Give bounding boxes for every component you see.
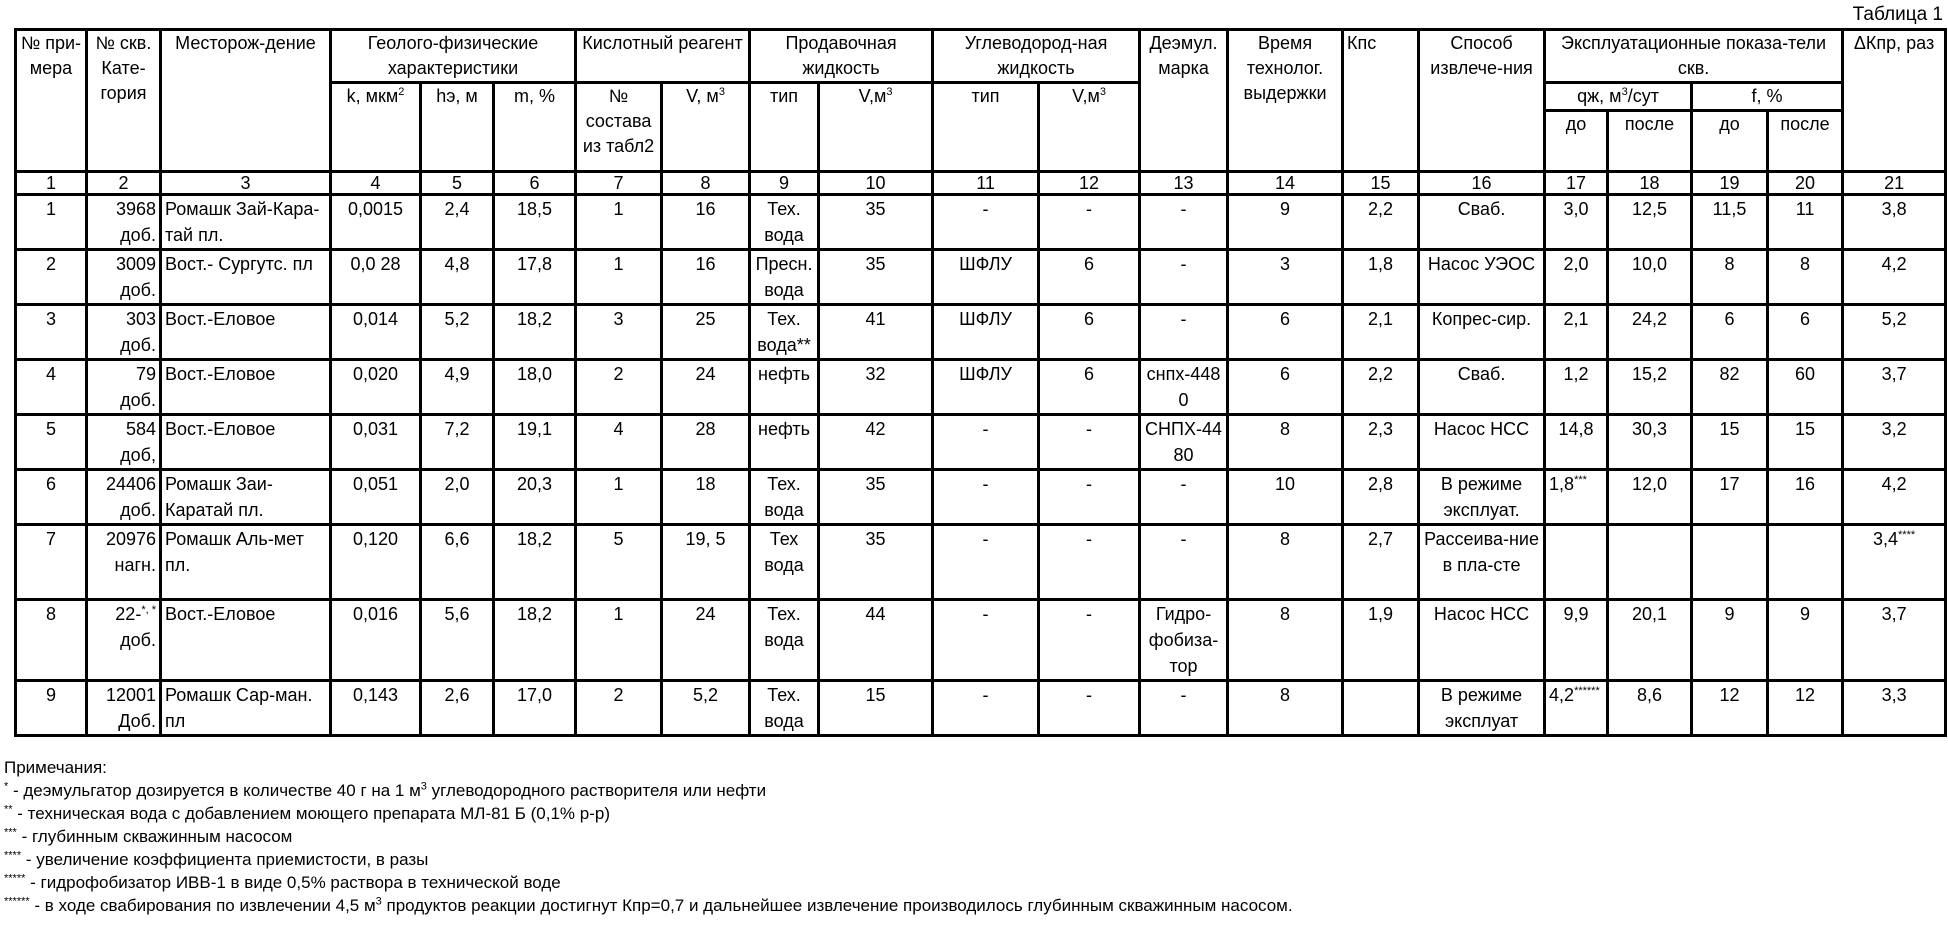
well-category: доб. xyxy=(91,497,156,523)
header-f-after: после xyxy=(1768,111,1843,172)
cell-push-v: 35 xyxy=(819,470,933,525)
cell-f-before: 17 xyxy=(1692,470,1768,525)
note-text: - деэмульгатор дозируется в количестве 40 г на 1 м xyxy=(8,781,421,800)
table-row xyxy=(16,415,1946,470)
cell-acid-v: 5,2 xyxy=(662,681,750,736)
cell-example-no: 4 xyxy=(16,360,87,415)
cell-field: Ромашк Зай-Кара-тай пл. xyxy=(161,195,331,250)
cell-method: В режиме эксплуат. xyxy=(1419,470,1545,525)
cell-m: 19,1 xyxy=(494,415,576,470)
column-number: 1 xyxy=(16,172,87,195)
cell-example-no: 7 xyxy=(16,525,87,600)
well-category: доб. xyxy=(91,222,156,248)
cell-push-type: нефть xyxy=(750,360,819,415)
column-number: 3 xyxy=(161,172,331,195)
cell-demulsifier: - xyxy=(1140,250,1228,305)
column-number: 6 xyxy=(494,172,576,195)
footnote-mark: ****** xyxy=(1574,685,1600,697)
note-text: - в ходе свабирования по извлечении 4,5 м xyxy=(30,896,376,915)
cell-m: 17,0 xyxy=(494,681,576,736)
note-item xyxy=(4,848,1293,871)
column-number: 18 xyxy=(1608,172,1692,195)
header-acid-no: № состава из табл2 xyxy=(576,83,662,172)
column-number: 2 xyxy=(87,172,161,195)
cell-kps: 2,2 xyxy=(1343,360,1419,415)
column-number: 11 xyxy=(933,172,1039,195)
cell-acid-v: 24 xyxy=(662,360,750,415)
header-hc-type: тип xyxy=(933,83,1039,172)
cell-f-after: 16 xyxy=(1768,470,1843,525)
cell-example-no: 3 xyxy=(16,305,87,360)
cell-acid-v: 19, 5 xyxy=(662,525,750,600)
cell-acid-no: 1 xyxy=(576,470,662,525)
table-row xyxy=(16,195,1946,250)
cell-q-before: 2,0 xyxy=(1545,250,1608,305)
header-f-before: до xyxy=(1692,111,1768,172)
cell-dk: 3,7 xyxy=(1843,600,1946,681)
column-number: 13 xyxy=(1140,172,1228,195)
cell-method: Насос УЭОС xyxy=(1419,250,1545,305)
cell-push-v: 32 xyxy=(819,360,933,415)
cell-push-type: Тех. вода xyxy=(750,195,819,250)
cell-hc-type: - xyxy=(933,470,1039,525)
header-m: m, % xyxy=(494,83,576,172)
cell-f-after: 6 xyxy=(1768,305,1843,360)
cell-dk: 3,8 xyxy=(1843,195,1946,250)
cell-method: Насос НСС xyxy=(1419,415,1545,470)
cell-method: Насос НСС xyxy=(1419,600,1545,681)
well-number: 22-*, * xyxy=(91,601,156,627)
well-number: 584 xyxy=(91,416,156,442)
note-item xyxy=(4,871,1293,894)
cell-hc-v: - xyxy=(1039,525,1140,600)
column-number: 12 xyxy=(1039,172,1140,195)
footnote-mark: *, * xyxy=(141,604,156,616)
cell-demulsifier: - xyxy=(1140,525,1228,600)
cell-field: Вост.- Сургутс. пл xyxy=(161,250,331,305)
cell-acid-v: 25 xyxy=(662,305,750,360)
cell-h: 5,6 xyxy=(421,600,494,681)
cell-k: 0,0 28 xyxy=(331,250,421,305)
cell-f-after: 12 xyxy=(1768,681,1843,736)
header-f-group: f, % xyxy=(1692,83,1843,111)
well-number: 3009 xyxy=(91,251,156,277)
header-kps: Кпс xyxy=(1343,30,1419,172)
cell-q-before: 1,8*** xyxy=(1545,470,1608,525)
note-text: - глубинным скважинным насосом xyxy=(17,827,293,846)
footnote-mark: **** xyxy=(4,849,21,861)
cell-method: Копрес-сир. xyxy=(1419,305,1545,360)
footnote-mark: ** xyxy=(4,803,13,815)
cell-push-type: Тех. вода** xyxy=(750,305,819,360)
cell-q-after: 15,2 xyxy=(1608,360,1692,415)
cell-kps: 2,3 xyxy=(1343,415,1419,470)
table-row xyxy=(16,305,1946,360)
cell-kps xyxy=(1343,681,1419,736)
cell-hc-type: - xyxy=(933,195,1039,250)
note-item xyxy=(4,779,1293,802)
cell-f-before: 8 xyxy=(1692,250,1768,305)
superscript: 3 xyxy=(421,780,427,792)
header-acid-group: Кислотный реагент xyxy=(576,30,750,83)
cell-well xyxy=(87,250,161,305)
column-number: 5 xyxy=(421,172,494,195)
cell-f-after: 60 xyxy=(1768,360,1843,415)
cell-kps: 2,7 xyxy=(1343,525,1419,600)
footnote-mark: ***** xyxy=(4,872,25,884)
cell-f-after: 9 xyxy=(1768,600,1843,681)
cell-hc-v: - xyxy=(1039,470,1140,525)
header-field: Месторож-дение xyxy=(161,30,331,172)
cell-field: Ромашк Сар-ман. пл xyxy=(161,681,331,736)
cell-k: 0,143 xyxy=(331,681,421,736)
table-row xyxy=(16,525,1946,600)
cell-f-after: 15 xyxy=(1768,415,1843,470)
cell-acid-no: 2 xyxy=(576,360,662,415)
cell-f-before: 6 xyxy=(1692,305,1768,360)
cell-method: В режиме эксплуат xyxy=(1419,681,1545,736)
column-number: 19 xyxy=(1692,172,1768,195)
cell-method: Сваб. xyxy=(1419,360,1545,415)
cell-acid-no: 1 xyxy=(576,600,662,681)
cell-well xyxy=(87,681,161,736)
cell-time: 8 xyxy=(1228,415,1343,470)
column-number: 4 xyxy=(331,172,421,195)
column-number: 7 xyxy=(576,172,662,195)
results-table xyxy=(14,28,1947,737)
header-q-before: до xyxy=(1545,111,1608,172)
note-item xyxy=(4,802,1293,825)
cell-k: 0,014 xyxy=(331,305,421,360)
header-push-v: V,м3 xyxy=(819,83,933,172)
note-text-tail: углеводородного растворителя или нефти xyxy=(427,781,766,800)
cell-hc-type: - xyxy=(933,525,1039,600)
cell-q-before xyxy=(1545,525,1608,600)
cell-h: 4,8 xyxy=(421,250,494,305)
cell-hc-v: 6 xyxy=(1039,305,1140,360)
well-category: доб, xyxy=(91,442,156,468)
cell-field: Вост.-Еловое xyxy=(161,360,331,415)
table-row xyxy=(16,250,1946,305)
cell-q-before: 3,0 xyxy=(1545,195,1608,250)
cell-time: 6 xyxy=(1228,305,1343,360)
notes-title: Примечания: xyxy=(4,756,1293,779)
column-number: 9 xyxy=(750,172,819,195)
table-row xyxy=(16,470,1946,525)
cell-h: 2,0 xyxy=(421,470,494,525)
well-number: 12001 xyxy=(91,682,156,708)
cell-m: 18,2 xyxy=(494,525,576,600)
cell-hc-v: 6 xyxy=(1039,360,1140,415)
cell-example-no: 9 xyxy=(16,681,87,736)
cell-push-v: 35 xyxy=(819,195,933,250)
cell-method: Рассеива-ние в пла-сте xyxy=(1419,525,1545,600)
column-number: 20 xyxy=(1768,172,1843,195)
cell-demulsifier: - xyxy=(1140,470,1228,525)
column-number-row xyxy=(16,172,1946,195)
footnote-mark: * xyxy=(4,780,8,792)
notes xyxy=(4,756,1293,917)
header-k: k, мкм2 xyxy=(331,83,421,172)
cell-push-type: нефть xyxy=(750,415,819,470)
cell-f-before: 12 xyxy=(1692,681,1768,736)
footnote-mark: *** xyxy=(1574,474,1587,486)
cell-k: 0,016 xyxy=(331,600,421,681)
cell-dk: 4,2 xyxy=(1843,470,1946,525)
cell-hc-type: ШФЛУ xyxy=(933,305,1039,360)
cell-hc-type: - xyxy=(933,681,1039,736)
cell-k: 0,051 xyxy=(331,470,421,525)
cell-method: Сваб. xyxy=(1419,195,1545,250)
cell-demulsifier: - xyxy=(1140,305,1228,360)
cell-well xyxy=(87,470,161,525)
well-number: 24406 xyxy=(91,471,156,497)
header-push-group: Продавочная жидкость xyxy=(750,30,933,83)
cell-m: 18,2 xyxy=(494,600,576,681)
cell-q-before: 14,8 xyxy=(1545,415,1608,470)
cell-f-before xyxy=(1692,525,1768,600)
cell-hc-type: ШФЛУ xyxy=(933,250,1039,305)
cell-dk: 3,7 xyxy=(1843,360,1946,415)
header-hc-v: V,м3 xyxy=(1039,83,1140,172)
cell-acid-no: 5 xyxy=(576,525,662,600)
cell-push-v: 44 xyxy=(819,600,933,681)
well-category: доб. xyxy=(91,387,156,413)
well-number: 3968 xyxy=(91,196,156,222)
cell-demulsifier: Гидро-фобиза-тор xyxy=(1140,600,1228,681)
cell-well xyxy=(87,305,161,360)
cell-f-before: 82 xyxy=(1692,360,1768,415)
header-geo-group: Геолого-физические характеристики xyxy=(331,30,576,83)
table-row xyxy=(16,360,1946,415)
cell-dk: 3,4**** xyxy=(1843,525,1946,600)
cell-hc-type: ШФЛУ xyxy=(933,360,1039,415)
cell-f-after xyxy=(1768,525,1843,600)
footnote-mark: *** xyxy=(4,826,17,838)
cell-push-v: 41 xyxy=(819,305,933,360)
cell-acid-v: 18 xyxy=(662,470,750,525)
cell-well xyxy=(87,525,161,600)
cell-demulsifier: - xyxy=(1140,681,1228,736)
cell-m: 17,8 xyxy=(494,250,576,305)
cell-push-type: Тех. вода xyxy=(750,681,819,736)
cell-f-before: 15 xyxy=(1692,415,1768,470)
cell-q-before: 9,9 xyxy=(1545,600,1608,681)
cell-h: 7,2 xyxy=(421,415,494,470)
cell-q-after: 24,2 xyxy=(1608,305,1692,360)
cell-k: 0,120 xyxy=(331,525,421,600)
cell-q-after: 10,0 xyxy=(1608,250,1692,305)
cell-push-v: 15 xyxy=(819,681,933,736)
table-row xyxy=(16,681,1946,736)
cell-example-no: 6 xyxy=(16,470,87,525)
column-number: 14 xyxy=(1228,172,1343,195)
well-category: нагн. xyxy=(91,552,156,578)
cell-k: 0,0015 xyxy=(331,195,421,250)
cell-q-after xyxy=(1608,525,1692,600)
cell-m: 18,0 xyxy=(494,360,576,415)
cell-field: Ромашк Аль-мет пл. xyxy=(161,525,331,600)
cell-time: 9 xyxy=(1228,195,1343,250)
cell-acid-v: 16 xyxy=(662,250,750,305)
header-exp-group: Эксплуатационные показа-тели скв. xyxy=(1545,30,1843,83)
well-category: доб. xyxy=(91,627,156,653)
cell-acid-no: 4 xyxy=(576,415,662,470)
header-example-no: № при-мера xyxy=(16,30,87,172)
cell-f-after: 8 xyxy=(1768,250,1843,305)
cell-h: 4,9 xyxy=(421,360,494,415)
cell-acid-v: 24 xyxy=(662,600,750,681)
cell-q-before: 1,2 xyxy=(1545,360,1608,415)
cell-f-before: 9 xyxy=(1692,600,1768,681)
cell-well xyxy=(87,415,161,470)
cell-k: 0,020 xyxy=(331,360,421,415)
cell-dk: 4,2 xyxy=(1843,250,1946,305)
cell-q-before: 4,2****** xyxy=(1545,681,1608,736)
cell-m: 18,2 xyxy=(494,305,576,360)
well-category: доб. xyxy=(91,332,156,358)
cell-field: Вост.-Еловое xyxy=(161,415,331,470)
cell-time: 8 xyxy=(1228,681,1343,736)
cell-acid-no: 2 xyxy=(576,681,662,736)
cell-hc-v: - xyxy=(1039,415,1140,470)
cell-push-v: 35 xyxy=(819,250,933,305)
table-row xyxy=(16,600,1946,681)
cell-well xyxy=(87,360,161,415)
column-number: 16 xyxy=(1419,172,1545,195)
cell-push-type: Тех. вода xyxy=(750,600,819,681)
cell-f-before: 11,5 xyxy=(1692,195,1768,250)
cell-h: 2,4 xyxy=(421,195,494,250)
cell-acid-v: 16 xyxy=(662,195,750,250)
cell-well xyxy=(87,600,161,681)
table-caption: Таблица 1 xyxy=(1853,4,1943,26)
superscript: 3 xyxy=(376,895,382,907)
header-q-group: qж, м3/сут xyxy=(1545,83,1692,111)
cell-h: 2,6 xyxy=(421,681,494,736)
well-category: доб. xyxy=(91,277,156,303)
header-demulsifier: Деэмул. марка xyxy=(1140,30,1228,172)
cell-well xyxy=(87,195,161,250)
cell-h: 5,2 xyxy=(421,305,494,360)
cell-push-v: 35 xyxy=(819,525,933,600)
header-dk: ΔКпр, раз xyxy=(1843,30,1946,172)
well-category: Доб. xyxy=(91,708,156,734)
note-item xyxy=(4,894,1293,917)
cell-f-after: 11 xyxy=(1768,195,1843,250)
column-number: 8 xyxy=(662,172,750,195)
cell-field: Вост.-Еловое xyxy=(161,305,331,360)
cell-acid-v: 28 xyxy=(662,415,750,470)
cell-example-no: 2 xyxy=(16,250,87,305)
header-q-after: после xyxy=(1608,111,1692,172)
cell-push-type: Пресн. вода xyxy=(750,250,819,305)
header-acid-v: V, м3 xyxy=(662,83,750,172)
cell-time: 8 xyxy=(1228,525,1343,600)
cell-dk: 3,3 xyxy=(1843,681,1946,736)
header-push-type: тип xyxy=(750,83,819,172)
cell-demulsifier: СНПХ-4480 xyxy=(1140,415,1228,470)
well-number: 303 xyxy=(91,306,156,332)
cell-time: 6 xyxy=(1228,360,1343,415)
header-time: Время технолог. выдержки xyxy=(1228,30,1343,172)
cell-field: Ромашк Заи-Каратай пл. xyxy=(161,470,331,525)
cell-time: 3 xyxy=(1228,250,1343,305)
header-method: Способ извлече-ния xyxy=(1419,30,1545,172)
header-h: hэ, м xyxy=(421,83,494,172)
cell-dk: 5,2 xyxy=(1843,305,1946,360)
cell-field: Вост.-Еловое xyxy=(161,600,331,681)
cell-demulsifier: снпх-4480 xyxy=(1140,360,1228,415)
cell-example-no: 1 xyxy=(16,195,87,250)
cell-hc-v: - xyxy=(1039,195,1140,250)
cell-q-after: 12,0 xyxy=(1608,470,1692,525)
note-text: - гидрофобизатор ИВВ-1 в виде 0,5% раствора в технической воде xyxy=(25,873,560,892)
cell-hc-v: - xyxy=(1039,681,1140,736)
cell-kps: 1,9 xyxy=(1343,600,1419,681)
cell-q-after: 20,1 xyxy=(1608,600,1692,681)
header-well-category: № скв. Кате-гория xyxy=(87,30,161,172)
note-item xyxy=(4,825,1293,848)
cell-time: 8 xyxy=(1228,600,1343,681)
footnote-mark: **** xyxy=(1898,529,1915,541)
cell-example-no: 8 xyxy=(16,600,87,681)
cell-acid-no: 3 xyxy=(576,305,662,360)
note-text: - техническая вода с добавлением моющего препарата МЛ-81 Б (0,1% р-р) xyxy=(13,804,610,823)
cell-hc-type: - xyxy=(933,415,1039,470)
well-number: 79 xyxy=(91,361,156,387)
cell-h: 6,6 xyxy=(421,525,494,600)
cell-hc-v: 6 xyxy=(1039,250,1140,305)
cell-q-before: 2,1 xyxy=(1545,305,1608,360)
cell-kps: 2,2 xyxy=(1343,195,1419,250)
cell-kps: 2,1 xyxy=(1343,305,1419,360)
cell-q-after: 30,3 xyxy=(1608,415,1692,470)
cell-example-no: 5 xyxy=(16,415,87,470)
column-number: 10 xyxy=(819,172,933,195)
cell-hc-type: - xyxy=(933,600,1039,681)
cell-k: 0,031 xyxy=(331,415,421,470)
cell-acid-no: 1 xyxy=(576,195,662,250)
cell-hc-v: - xyxy=(1039,600,1140,681)
cell-push-v: 42 xyxy=(819,415,933,470)
cell-kps: 2,8 xyxy=(1343,470,1419,525)
cell-time: 10 xyxy=(1228,470,1343,525)
column-number: 15 xyxy=(1343,172,1419,195)
cell-push-type: Тех. вода xyxy=(750,470,819,525)
cell-q-after: 12,5 xyxy=(1608,195,1692,250)
header-hc-group: Углеводород-ная жидкость xyxy=(933,30,1140,83)
well-number: 20976 xyxy=(91,526,156,552)
cell-demulsifier: - xyxy=(1140,195,1228,250)
cell-m: 18,5 xyxy=(494,195,576,250)
footnote-mark: ****** xyxy=(4,895,30,907)
cell-dk: 3,2 xyxy=(1843,415,1946,470)
column-number: 17 xyxy=(1545,172,1608,195)
note-text: - увеличение коэффициента приемистости, в разы xyxy=(21,850,428,869)
cell-m: 20,3 xyxy=(494,470,576,525)
cell-q-after: 8,6 xyxy=(1608,681,1692,736)
cell-push-type: Тех вода xyxy=(750,525,819,600)
column-number: 21 xyxy=(1843,172,1946,195)
cell-kps: 1,8 xyxy=(1343,250,1419,305)
note-text-tail: продуктов реакции достигнут Кпр=0,7 и дальнейшее извлечение производилось глубинным скважинным насосом. xyxy=(382,896,1293,915)
cell-acid-no: 1 xyxy=(576,250,662,305)
